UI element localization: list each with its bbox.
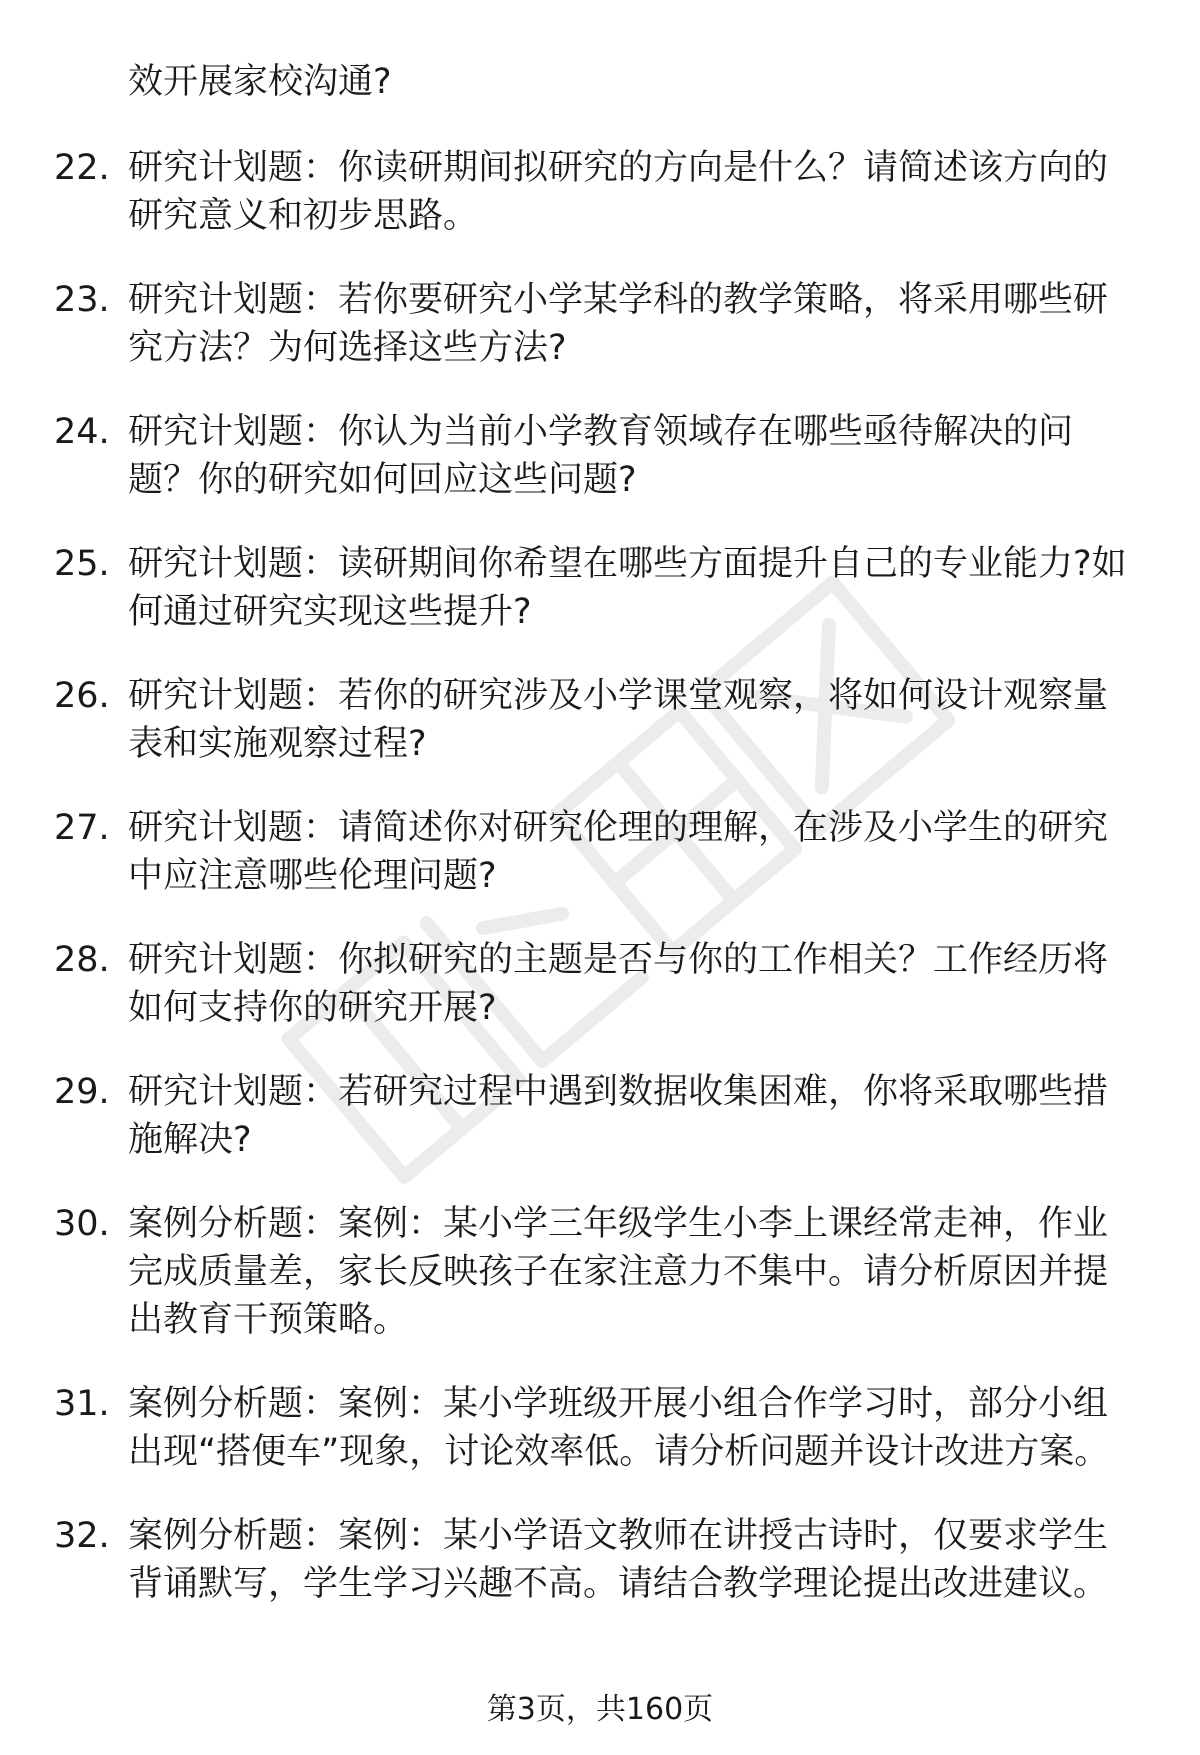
question-text: 研究计划题：读研期间你希望在哪些方面提升自己的专业能力?如何通过研究实现这些提升?	[128, 544, 1127, 632]
question-number: 27.	[54, 808, 110, 848]
question-number: 32.	[54, 1516, 110, 1556]
question-number: 25.	[54, 544, 110, 584]
question-number: 23.	[54, 280, 110, 320]
question-text: 案例分析题：案例：某小学语文教师在讲授古诗时，仅要求学生背诵默写，学生学习兴趣不高。请结合教学理论提出改进建议。	[128, 1516, 1109, 1604]
question-number: 29.	[54, 1072, 110, 1112]
question-text: 案例分析题：案例：某小学班级开展小组合作学习时，部分小组出现“搭便车”现象，讨论效率低。请分析问题并设计改进方案。	[128, 1384, 1110, 1472]
question-text: 研究计划题：若你的研究涉及小学课堂观察，将如何设计观察量表和实施观察过程?	[128, 676, 1109, 764]
question-item	[0, 1200, 1200, 1344]
question-item	[0, 936, 1200, 1032]
question-text: 研究计划题：若研究过程中遇到数据收集困难，你将采取哪些措施解决?	[128, 1072, 1109, 1160]
question-item	[0, 672, 1200, 768]
question-item	[0, 144, 1200, 240]
continued-question-text: 效开展家校沟通?	[128, 62, 392, 102]
question-text: 案例分析题：案例：某小学三年级学生小李上课经常走神，作业完成质量差，家长反映孩子在家注意力不集中。请分析原因并提出教育干预策略。	[128, 1204, 1109, 1340]
question-item	[0, 408, 1200, 504]
page-footer: 第3页，共160页	[486, 1692, 714, 1727]
question-text: 研究计划题：你认为当前小学教育领域存在哪些亟待解决的问题？你的研究如何回应这些问题?	[128, 412, 1074, 500]
question-item	[0, 276, 1200, 372]
question-number: 30.	[54, 1204, 110, 1244]
question-number: 22.	[54, 148, 110, 188]
question-text: 研究计划题：若你要研究小学某学科的教学策略，将采用哪些研究方法？为何选择这些方法?	[128, 280, 1109, 368]
question-item	[0, 804, 1200, 900]
question-text: 研究计划题：你读研期间拟研究的方向是什么？请简述该方向的研究意义和初步思路。	[128, 148, 1109, 236]
question-list	[0, 144, 1200, 1644]
question-item	[0, 540, 1200, 636]
question-item	[0, 1380, 1200, 1476]
question-item	[0, 1512, 1200, 1608]
question-text: 研究计划题：请简述你对研究伦理的理解，在涉及小学生的研究中应注意哪些伦理问题?	[128, 808, 1109, 896]
question-number: 24.	[54, 412, 110, 452]
question-number: 31.	[54, 1384, 110, 1424]
question-item	[0, 1068, 1200, 1164]
question-number: 28.	[54, 940, 110, 980]
question-number: 26.	[54, 676, 110, 716]
question-text: 研究计划题：你拟研究的主题是否与你的工作相关？工作经历将如何支持你的研究开展?	[128, 940, 1109, 1028]
